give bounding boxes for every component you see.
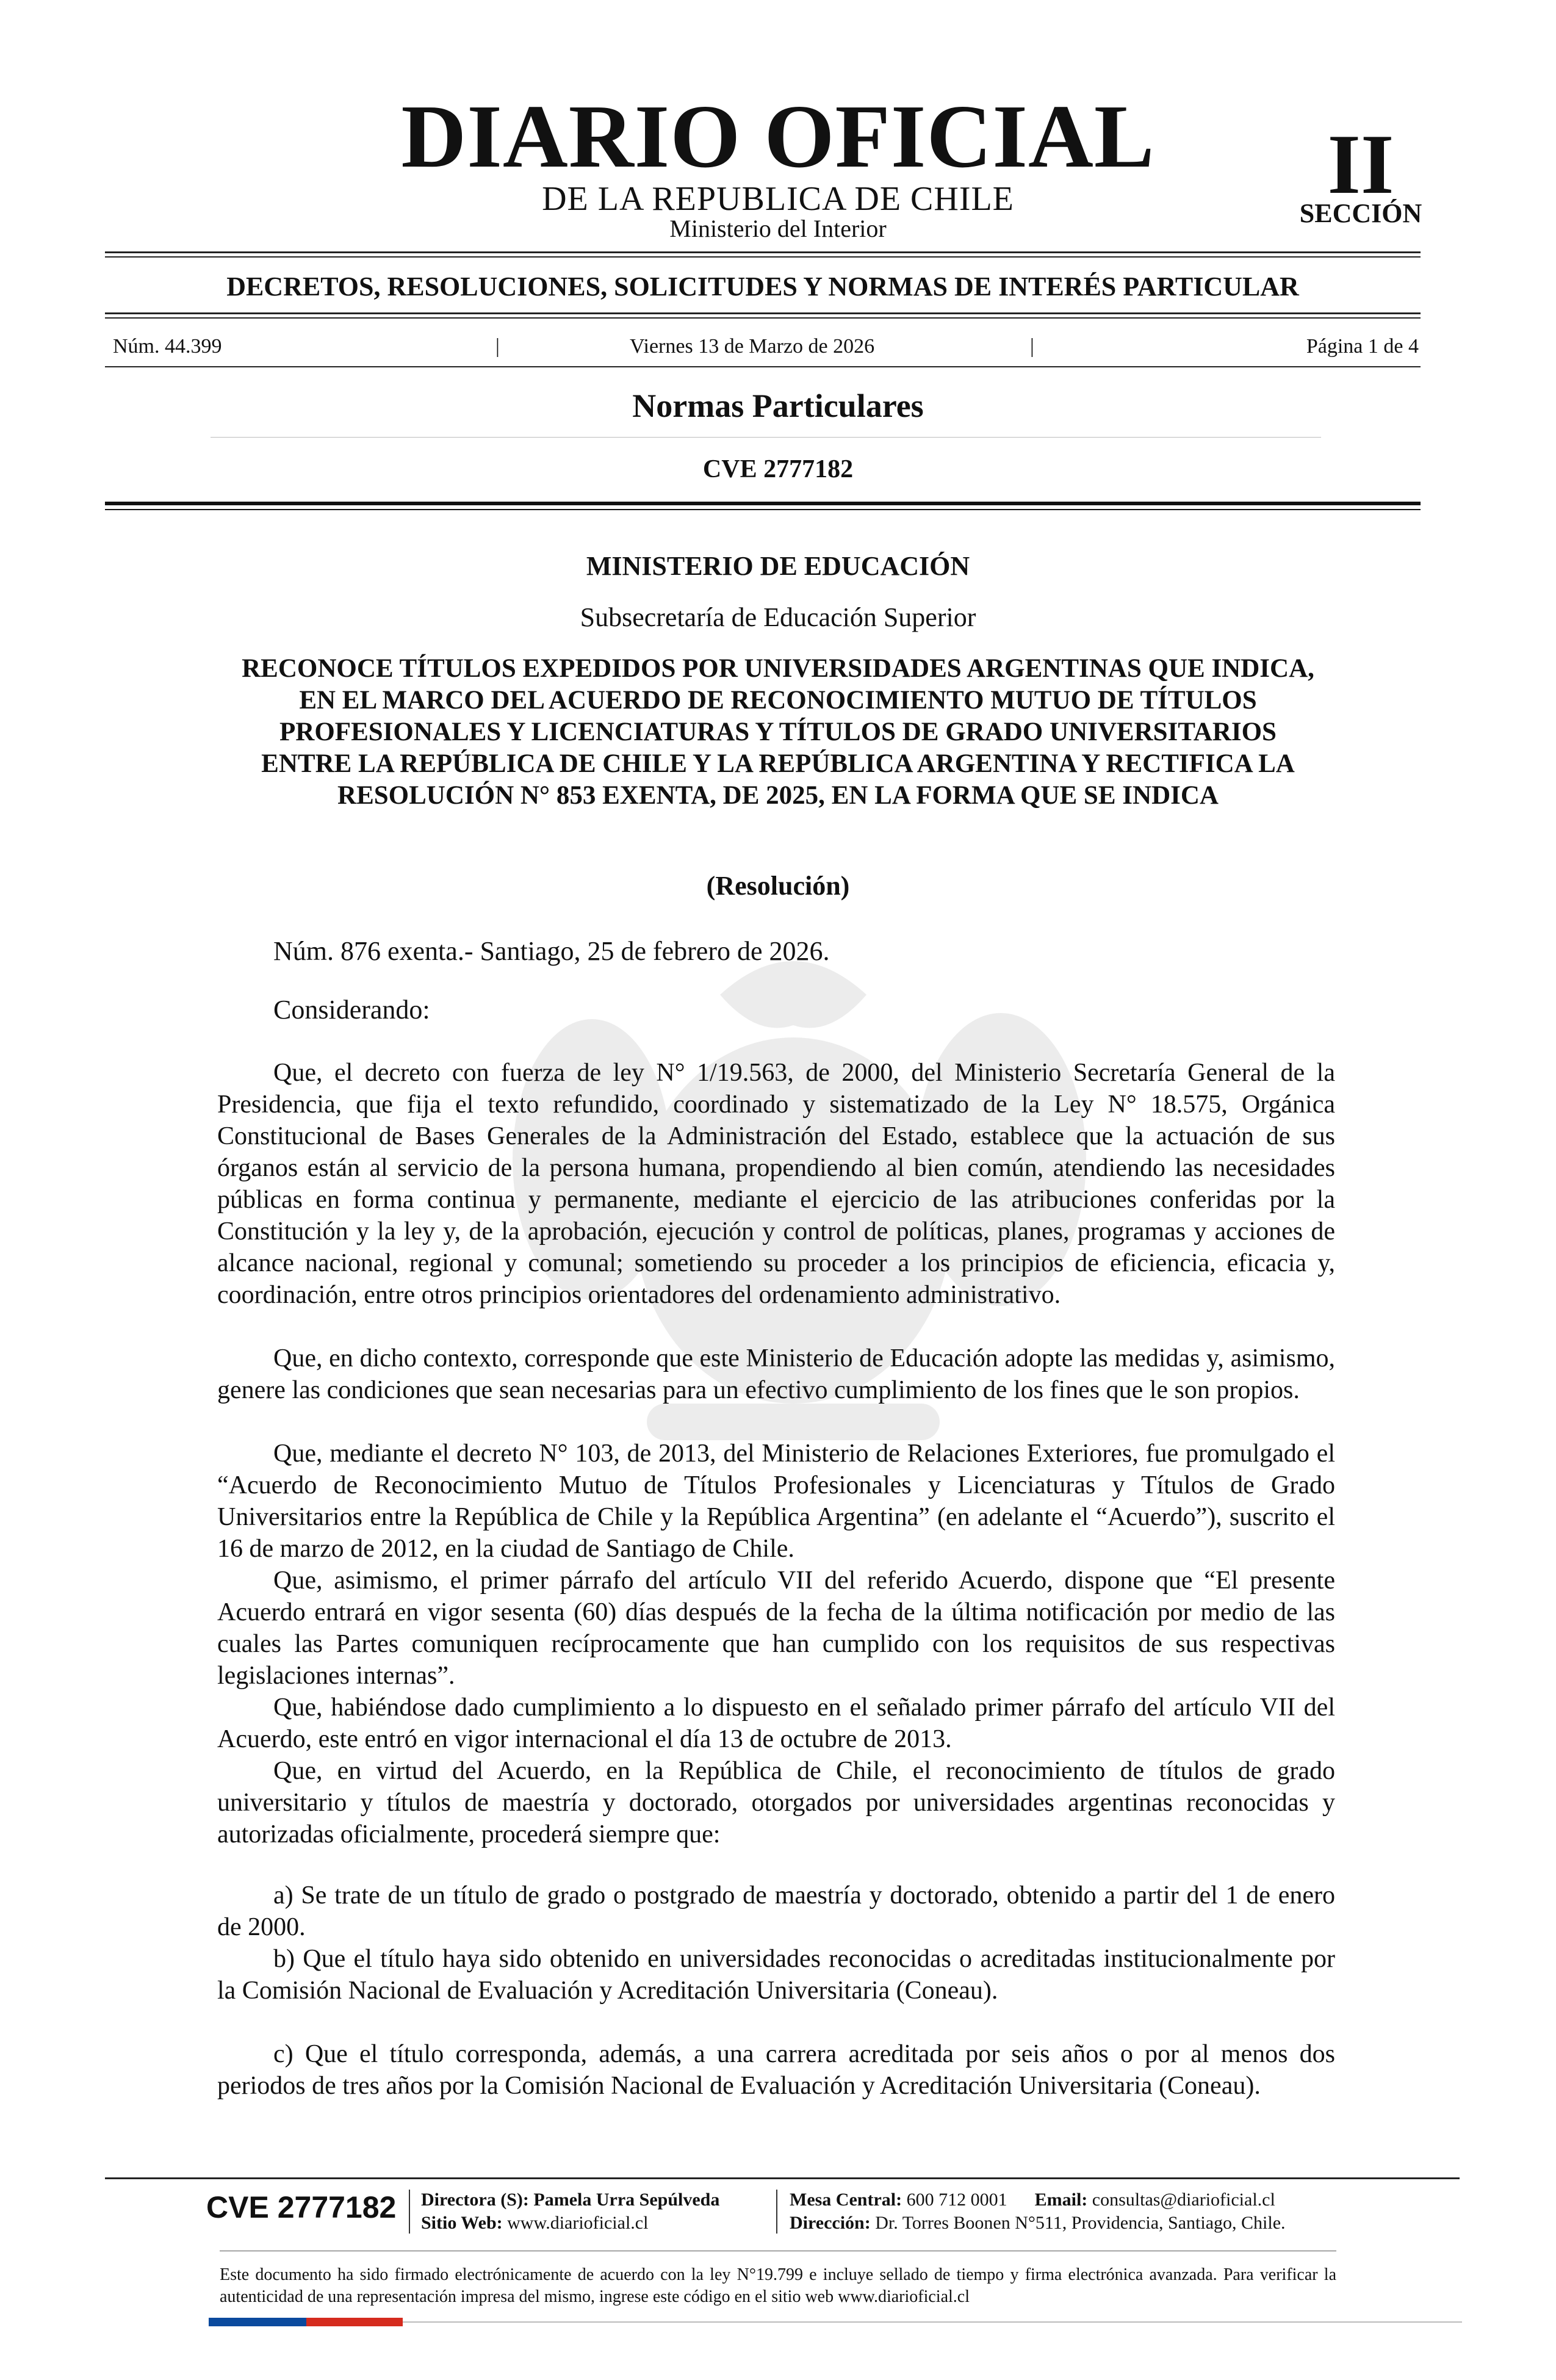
- issuing-ministry: MINISTERIO DE EDUCACIÓN: [586, 551, 970, 581]
- banner-rule: [105, 312, 1421, 314]
- address-value: Dr. Torres Boonen N°511, Providencia, Santiago, Chile.: [875, 2213, 1286, 2233]
- banner-rule-thin: [105, 317, 1421, 319]
- masthead-subtitle: DE LA REPUBLICA DE CHILE: [542, 180, 1014, 218]
- phone-label: Mesa Central:: [790, 2190, 902, 2210]
- website-line: [421, 2212, 648, 2235]
- section-number: II: [1327, 117, 1394, 212]
- paragraph: Que, mediante el decreto N° 103, de 2013, del Ministerio de Relaciones Exteriores, fue promulgado el “Acuerdo de Reconocimiento Mutuo de Títulos Profesionales y Licenciaturas y Títulos de Grado Universitarios entre la República de Chile y la República Argentina” (en adelante el “Acuerdo”), suscrito el 16 de marzo de 2012, en la ciudad de Santiago de Chile.: [217, 1440, 1335, 1563]
- section-title: Normas Particulares: [632, 388, 924, 424]
- flag-stripe-blue: [209, 2318, 306, 2326]
- footer-divider: [409, 2190, 410, 2234]
- cve-rule-thin: [105, 509, 1421, 510]
- phone-value: 600 712 0001: [906, 2190, 1007, 2210]
- header-rule-top-thin: [105, 256, 1421, 258]
- page-indicator: Página 1 de 4: [1306, 335, 1419, 358]
- flag-stripe-red: [306, 2318, 403, 2326]
- requirement-item: c) Que el título corresponda, además, a una carrera acreditada por seis años o por al menos dos periodos de tres años por la Comisión Nacional de Evaluación y Acreditación Universitaria (Coneau).: [217, 2040, 1335, 2100]
- issue-row: [113, 334, 1419, 359]
- electronic-signature-note: Este documento ha sido firmado electrónicamente de acuerdo con la ley N°19.799 e incluye sellado de tiempo y firma electrónica avanzada. Para verificar la autenticidad de una representación impresa del mismo, ingrese este código en el sitio web www.diarioficial.cl: [220, 2265, 1336, 2306]
- address-label: Dirección:: [790, 2213, 871, 2233]
- document-type: (Resolución): [706, 871, 850, 901]
- issue-separator: |: [495, 335, 500, 358]
- footer-rule: [105, 2177, 1460, 2179]
- document-heading: RECONOCE TÍTULOS EXPEDIDOS POR UNIVERSIDADES ARGENTINAS QUE INDICA, EN EL MARCO DEL ACUERDO DE RECONOCIMIENTO MUTUO DE TÍTULOS PROFESIONALES Y LICENCIATURAS Y TÍTULOS DE GRADO UNIVERSITARIOS ENTRE LA REPÚBLICA DE CHILE Y LA REPÚBLICA ARGENTINA Y RECTIFICA LA RESOLUCIÓN N° 853 EXENTA, DE 2025, EN LA FORMA QUE SE INDICA: [242, 654, 1314, 810]
- website-label: Sitio Web:: [421, 2213, 503, 2233]
- paragraph: Que, asimismo, el primer párrafo del artículo VII del referido Acuerdo, dispone que “El presente Acuerdo entrará en vigor sesenta (60) días después de la fecha de la última notificación por medio de las cuales las Partes comuniquen recíprocamente que han cumplido con los requisitos de sus respectivas legislaciones internas”.: [217, 1567, 1335, 1690]
- paragraph: Que, en virtud del Acuerdo, en la República de Chile, el reconocimiento de títulos de grado universitario y títulos de maestría y doctorado, otorgados por universidades argentinas reconocidas y autorizadas oficialmente, procederá siempre que:: [217, 1757, 1335, 1848]
- issue-date: Viernes 13 de Marzo de 2026: [630, 335, 875, 358]
- contact-line: [790, 2188, 1275, 2212]
- director-name: Pamela Urra Sepúlveda: [533, 2190, 720, 2210]
- section-title-rule: [211, 437, 1321, 438]
- address-line: [790, 2212, 1286, 2235]
- footer-cve-code: CVE 2777182: [206, 2190, 397, 2224]
- header-rule-top: [105, 251, 1421, 253]
- masthead-ministry: Ministerio del Interior: [669, 215, 887, 242]
- issue-separator: |: [1030, 335, 1034, 358]
- issue-rule: [105, 366, 1421, 367]
- requirement-item: b) Que el título haya sido obtenido en universidades reconocidas o acreditadas institucionalmente por la Comisión Nacional de Evaluación y Acreditación Universitaria (Coneau).: [217, 1945, 1335, 2005]
- masthead-title: DIARIO OFICIAL: [401, 87, 1155, 187]
- footer-divider: [776, 2190, 777, 2234]
- footer-bottom-rule: [403, 2321, 1462, 2323]
- issue-number: Núm. 44.399: [113, 335, 222, 358]
- issuing-subsecretariat: Subsecretaría de Educación Superior: [580, 602, 976, 632]
- section-banner: DECRETOS, RESOLUCIONES, SOLICITUDES Y NORMAS DE INTERÉS PARTICULAR: [226, 272, 1299, 301]
- email-link[interactable]: consultas@diarioficial.cl: [1092, 2190, 1275, 2210]
- cve-rule: [105, 502, 1421, 505]
- email-label: Email:: [1034, 2190, 1088, 2210]
- section-label: SECCIÓN: [1299, 198, 1422, 228]
- director-line: [421, 2188, 719, 2212]
- paragraph: Que, habiéndose dado cumplimiento a lo dispuesto en el señalado primer párrafo del artículo VII del Acuerdo, este entró en vigor internacional el día 13 de octubre de 2013.: [217, 1693, 1335, 1753]
- website-link[interactable]: www.diarioficial.cl: [507, 2213, 649, 2233]
- director-label: Directora (S):: [421, 2190, 529, 2210]
- cve-code: CVE 2777182: [702, 455, 854, 483]
- paragraph: Que, el decreto con fuerza de ley N° 1/19.563, de 2000, del Ministerio Secretaría General de la Presidencia, que fija el texto refundido, coordinado y sistematizado de la Ley N° 18.575, Orgánica Constitucional de Bases Generales de la Administración del Estado, establece que la actuación de sus órganos están al servicio de la persona humana, propendiendo al bien común, atendiendo las necesidades públicas en forma continua y permanente, mediante el ejercicio de las atribuciones conferidas por la Constitución y la ley y, de la aprobación, ejecución y control de políticas, planes, programas y acciones de alcance nacional, regional y comunal; sometiendo su proceder a los principios de eficiencia, eficacia y, coordinación, entre otros principios orientadores del ordenamiento administrativo.: [217, 1059, 1335, 1309]
- requirement-item: a) Se trate de un título de grado o postgrado de maestría y doctorado, obtenido a partir del 1 de enero de 2000.: [217, 1881, 1335, 1941]
- resolution-number-line: Núm. 876 exenta.- Santiago, 25 de febrero de 2026.: [273, 936, 830, 966]
- considerando-label: Considerando:: [273, 995, 430, 1025]
- paragraph: Que, en dicho contexto, corresponde que este Ministerio de Educación adopte las medidas y, asimismo, genere las condiciones que sean necesarias para un efectivo cumplimiento de los fines que le son propios.: [217, 1344, 1335, 1404]
